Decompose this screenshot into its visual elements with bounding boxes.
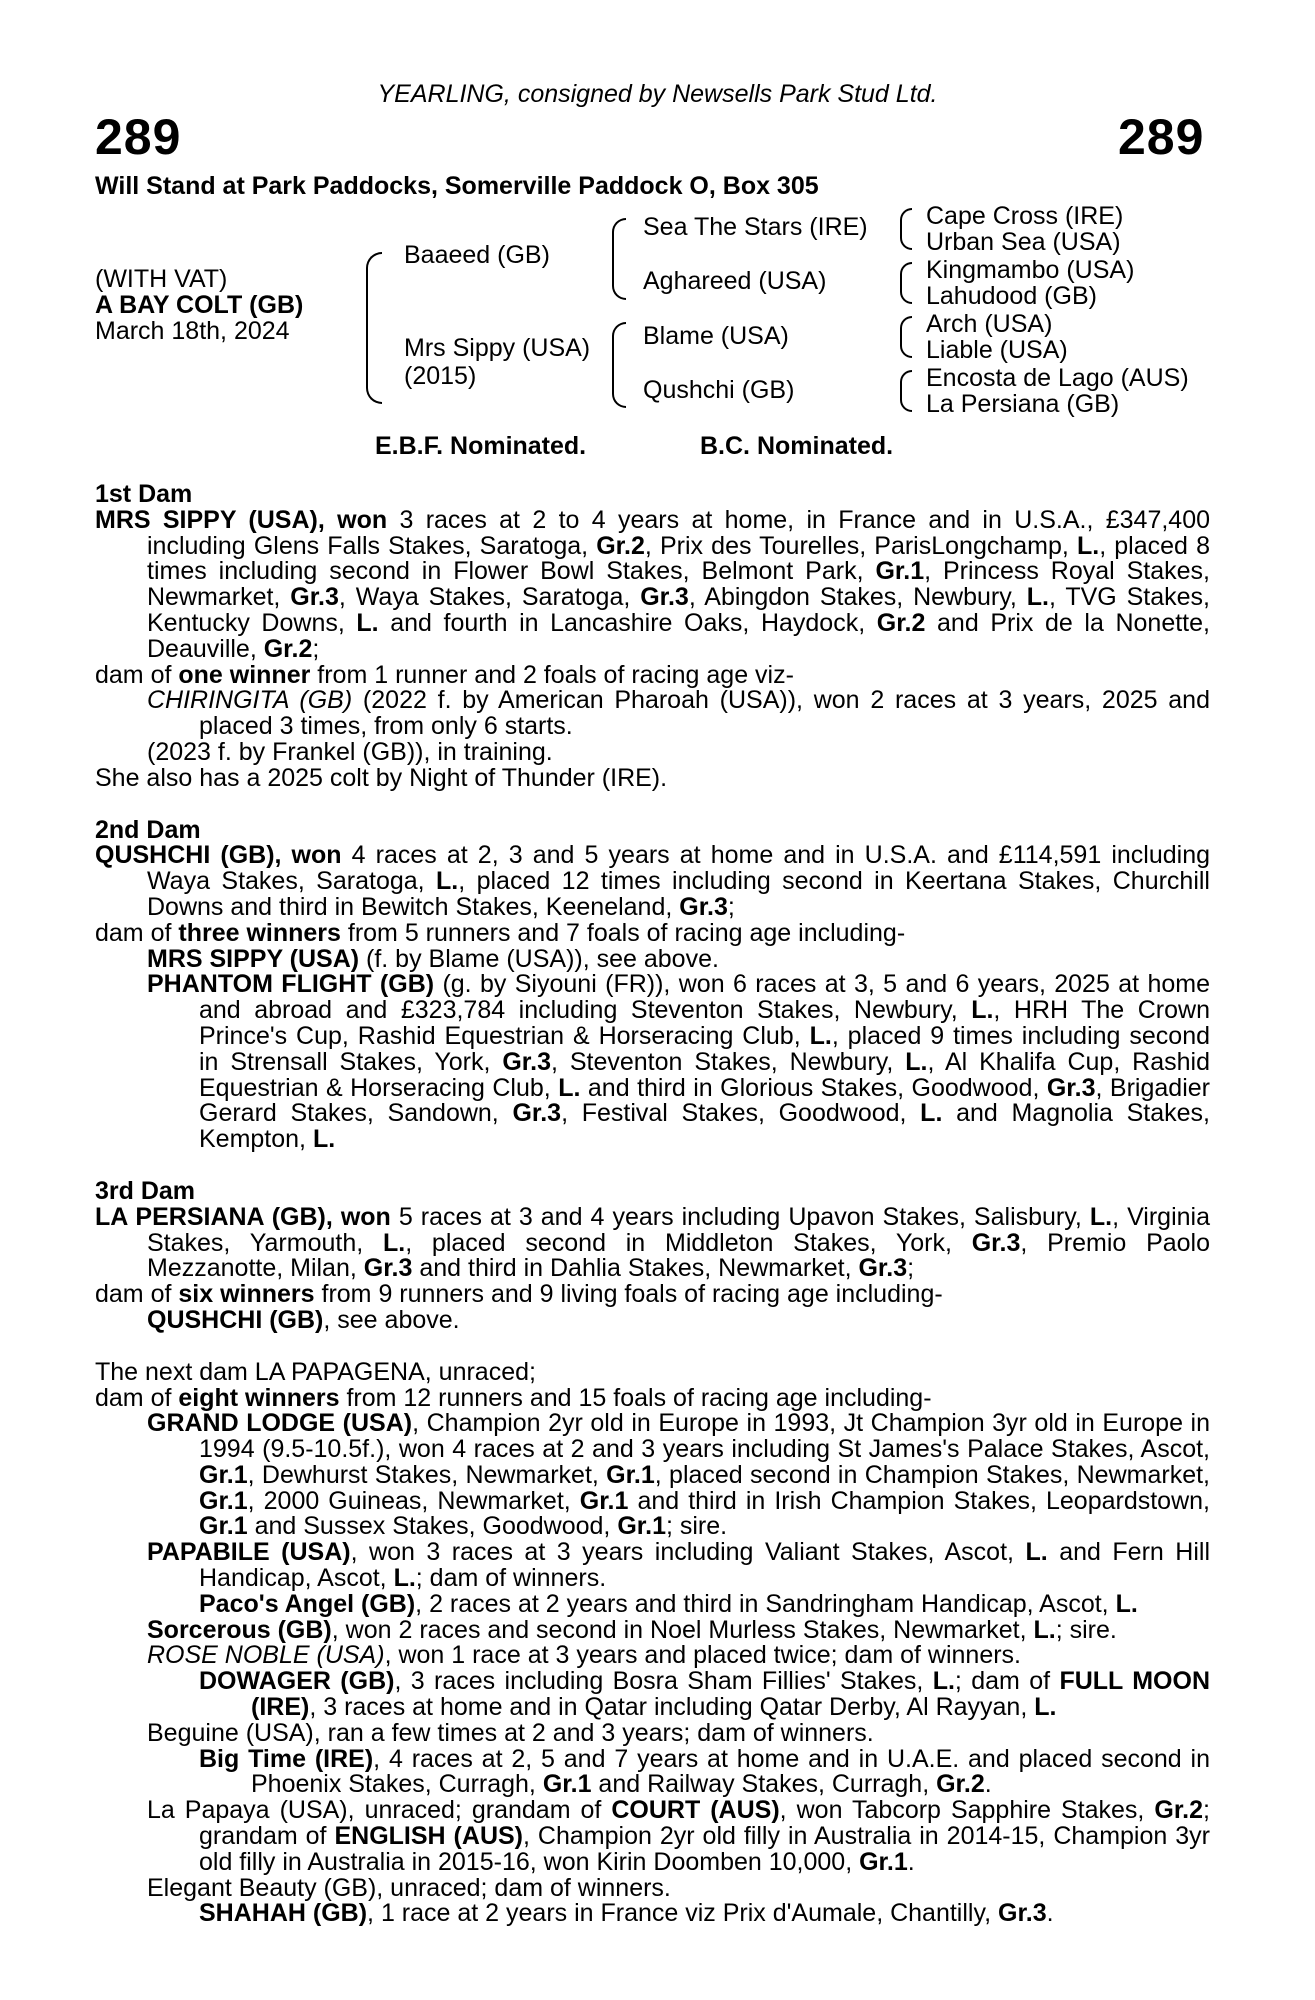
brace-g3 <box>900 316 912 358</box>
brace-dam <box>612 322 626 408</box>
dam: Mrs Sippy (USA) <box>404 334 591 362</box>
first-dam-produce-summary: dam of one winner from 1 runner and 2 foals of racing age viz- <box>95 660 794 689</box>
bc-nominated: B.C. Nominated. <box>700 432 894 460</box>
first-dam-also: She also has a 2025 colt by Night of Thunder (IRE). <box>95 763 668 792</box>
produce-la-papaya: La Papaya (USA), unraced; grandam of COURT (AUS), won Tabcorp Sapphire Stakes, Gr.2; grandam of ENGLISH (AUS), Champion 2yr old filly in Australia in 2014-15, Champion 3yr old filly in Australia in 2015-16, won Kirin Doomben 10,000, Gr.1. <box>147 1796 1210 1876</box>
produce-qushchi: QUSHCHI (GB), see above. <box>147 1305 460 1334</box>
next-dam-produce-summary: dam of eight winners from 12 runners and 15 foals of racing age including- <box>95 1383 932 1412</box>
produce-pacos-angel: Paco's Angel (GB), 2 races at 2 years and third in Sandringham Handicap, Ascot, L. <box>199 1589 1138 1618</box>
lot-number-right: 289 <box>1118 109 1205 165</box>
brace-main <box>366 252 382 404</box>
gdam-8: La Persiana (GB) <box>926 390 1120 418</box>
brace-sire <box>612 218 626 300</box>
gdam-7: Encosta de Lago (AUS) <box>926 364 1189 392</box>
sire-dam: Aghareed (USA) <box>643 267 827 295</box>
consignment-header: YEARLING, consigned by Newsells Park Stud Ltd. <box>377 80 938 108</box>
second-dam-heading: 2nd Dam <box>95 815 201 844</box>
lot-number-left: 289 <box>95 109 182 165</box>
next-dam-intro: The next dam LA PAPAGENA, unraced; <box>95 1357 536 1386</box>
second-dam-produce-summary: dam of three winners from 5 runners and 7 foals of racing age including- <box>95 918 906 947</box>
produce-2023-filly: (2023 f. by Frankel (GB)), in training. <box>147 737 553 766</box>
brace-g2 <box>900 262 912 304</box>
produce-dowager: DOWAGER (GB), 3 races including Bosra Sham Fillies' Stakes, L.; dam of FULL MOON (IRE), 3 races at home and in Qatar including Qatar Derby, Al Rayyan, L. <box>199 1667 1211 1722</box>
produce-big-time: Big Time (IRE), 4 races at 2, 5 and 7 years at home and in U.A.E. and placed second in Phoenix Stakes, Curragh, Gr.1 and Railway Stakes, Curragh, Gr.2. <box>199 1744 1210 1799</box>
sire-sire: Sea The Stars (IRE) <box>643 213 868 241</box>
second-dam-record: QUSHCHI (GB), won 4 races at 2, 3 and 5 years at home and in U.S.A. and £114,591 including Waya Stakes, Saratoga, L., placed 12 times including second in Keertana Stakes, Churchill Downs and third in Bewitch Stakes, Keeneland, Gr.3; <box>95 841 1210 921</box>
brace-g1 <box>900 208 912 250</box>
third-dam-record: LA PERSIANA (GB), won 5 races at 3 and 4 years including Upavon Stakes, Salisbury, L., Virginia Stakes, Yarmouth, L., placed second in Middleton Stakes, York, Gr.3, Premio Paolo Mezzanotte, Milan, Gr.3 and third in Dahlia Stakes, Newmarket, Gr.3; <box>95 1202 1211 1283</box>
produce-elegant-beauty: Elegant Beauty (GB), unraced; dam of winners. <box>147 1873 671 1902</box>
produce-grand-lodge: GRAND LODGE (USA), Champion 2yr old in Europe in 1993, Jt Champion 3yr old in Europe in 1994 (9.5-10.5f.), won 4 races at 2 and 3 years including St James's Palace Stakes, Ascot, Gr.1, Dewhurst Stakes, Newmarket, Gr.1, placed second in Champion Stakes, Newmarket, Gr.1, 2000 Guineas, Newmarket, Gr.1 and third in Irish Champion Stakes, Leopardstown, Gr.1 and Sussex Stakes, Goodwood, Gr.1; sire. <box>147 1409 1210 1541</box>
produce-phantom-flight: PHANTOM FLIGHT (GB) (g. by Siyouni (FR)), won 6 races at 3, 5 and 6 years, 2025 at home and abroad and £323,784 including Steventon Stakes, Newbury, L., HRH The Crown Prince's Cup, Rashid Equestrian & Horseracing Club, L., placed 9 times including second in Strensall Stakes, York, Gr.3, Steventon Stakes, Newbury, L., Al Khalifa Cup, Rashid Equestrian & Horseracing Club, L. and third in Glorious Stakes, Goodwood, Gr.3, Brigadier Gerard Stakes, Sandown, Gr.3, Festival Stakes, Goodwood, L. and Magnolia Stakes, Kempton, L. <box>147 970 1210 1154</box>
third-dam-produce-summary: dam of six winners from 9 runners and 9 living foals of racing age including- <box>95 1280 943 1309</box>
produce-rose-noble: ROSE NOBLE (USA), won 1 race at 3 years and placed twice; dam of winners. <box>147 1641 1022 1670</box>
gdam-2: Urban Sea (USA) <box>926 228 1121 256</box>
brace-g4 <box>900 370 912 412</box>
gdam-3: Kingmambo (USA) <box>926 256 1135 284</box>
vat-note: (WITH VAT) <box>95 265 228 293</box>
ebf-nominated: E.B.F. Nominated. <box>375 432 587 460</box>
foaling-date: March 18th, 2024 <box>95 317 290 345</box>
produce-mrs-sippy: MRS SIPPY (USA) (f. by Blame (USA)), see above. <box>147 944 719 973</box>
first-dam-record: MRS SIPPY (USA), won 3 races at 2 to 4 years at home, in France and in U.S.A., £347,400 including Glens Falls Stakes, Saratoga, Gr.2, Prix des Tourelles, ParisLongchamp, L., placed 8 times including second in Flower Bowl Stakes, Belmont Park, Gr.1, Princess Royal Stakes, Newmarket, Gr.3, Waya Stakes, Saratoga, Gr.3, Abingdon Stakes, Newbury, L., TVG Stakes, Kentucky Downs, L. and fourth in Lancashire Oaks, Haydock, Gr.2 and Prix de la Nonette, Deauville, Gr.2; <box>95 505 1211 663</box>
stand-location: Will Stand at Park Paddocks, Somerville Paddock O, Box 305 <box>95 172 819 200</box>
produce-chiringita: CHIRINGITA (GB) (2022 f. by American Pharoah (USA)), won 2 races at 3 years, 2025 and placed 3 times, from only 6 starts. <box>147 686 1210 741</box>
dam-dam: Qushchi (GB) <box>643 376 795 404</box>
dam-year: (2015) <box>404 362 477 390</box>
catalogue-body <box>95 482 1210 1927</box>
dam-sire: Blame (USA) <box>643 322 789 350</box>
gdam-1: Cape Cross (IRE) <box>926 202 1124 230</box>
produce-beguine: Beguine (USA), ran a few times at 2 and 3 years; dam of winners. <box>147 1718 874 1747</box>
horse-name: A BAY COLT (GB) <box>95 291 304 319</box>
sire: Baaeed (GB) <box>404 241 550 269</box>
produce-sorcerous: Sorcerous (GB), won 2 races and second in Noel Murless Stakes, Newmarket, L.; sire. <box>147 1615 1117 1644</box>
first-dam-heading: 1st Dam <box>95 480 193 508</box>
gdam-6: Liable (USA) <box>926 336 1068 364</box>
third-dam-heading: 3rd Dam <box>95 1176 196 1205</box>
produce-papabile: PAPABILE (USA), won 3 races at 3 years including Valiant Stakes, Ascot, L. and Fern Hill Handicap, Ascot, L.; dam of winners. <box>147 1538 1211 1593</box>
gdam-4: Lahudood (GB) <box>926 282 1097 310</box>
produce-shahah: SHAHAH (GB), 1 race at 2 years in France viz Prix d'Aumale, Chantilly, Gr.3. <box>199 1899 1054 1928</box>
gdam-5: Arch (USA) <box>926 310 1053 338</box>
